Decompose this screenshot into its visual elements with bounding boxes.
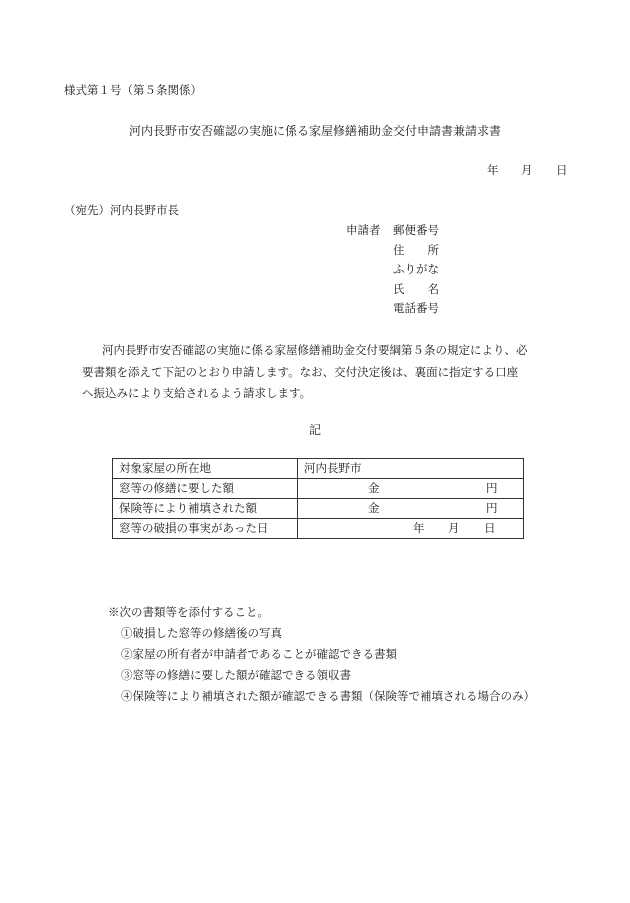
month-label: 月 [448,520,460,535]
property-location-value: 河内長野市 [304,460,362,475]
attachment-item: ①破損した窓等の修繕後の写真 [121,626,282,640]
applicant-furigana-label: ふりがな [393,262,439,276]
kin-label: 金 [368,500,380,515]
table-row [113,519,524,539]
applicant-name-label: 氏 名 [393,282,439,296]
applicant-postal-code-label: 郵便番号 [393,223,439,237]
attachment-item: ②家屋の所有者が申請者であることが確認できる書類 [121,647,397,661]
applicant-label: 申請者 [346,223,381,237]
statement-line: 河内長野市安否確認の実施に係る家屋修繕補助金交付要綱第５条の規定により、必 [102,343,528,357]
day-label: 日 [484,520,496,535]
details-table [112,458,524,539]
attachments-heading: ※次の書類等を添付すること。 [108,605,269,619]
table-row [113,499,524,519]
attachment-item: ④保険等により補填された額が確認できる書類（保険等で補填される場合のみ） [121,689,535,703]
document-title: 河内長野市安否確認の実施に係る家屋修繕補助金交付申請書兼請求書 [128,124,501,138]
row-label: 対象家屋の所在地 [113,459,298,479]
repair-cost-field[interactable] [298,479,524,499]
applicant-phone-label: 電話番号 [393,301,439,315]
row-label: 窓等の修繕に要した額 [113,479,298,499]
insurance-amount-field[interactable] [298,499,524,519]
yen-label: 円 [486,480,498,495]
form-number: 様式第１号（第５条関係） [64,83,202,97]
statement-line: へ振込みにより支給されるよう請求します。 [82,386,312,400]
statement-line: 要書類を添えて下記のとおり申請します。なお、交付決定後は、裏面に指定する口座 [82,364,519,379]
damage-date-field[interactable] [298,519,524,539]
date-month-label: 月 [521,163,533,177]
attachment-item: ③窓等の修繕に要した額が確認できる領収書 [121,668,351,682]
date-year-label: 年 [487,163,499,177]
kin-label: 金 [368,480,380,495]
property-location-field[interactable] [298,459,524,479]
application-statement [84,340,546,405]
table-row [113,459,524,479]
ki-heading: 記 [308,423,321,437]
row-label: 保険等により補填された額 [113,499,298,519]
yen-label: 円 [486,500,498,515]
row-label: 窓等の破損の事実があった日 [113,519,298,539]
table-row [113,479,524,499]
applicant-address-label: 住 所 [393,243,439,257]
addressee: （宛先）河内長野市長 [64,203,179,217]
year-label: 年 [413,520,425,535]
date-day-label: 日 [556,163,568,177]
